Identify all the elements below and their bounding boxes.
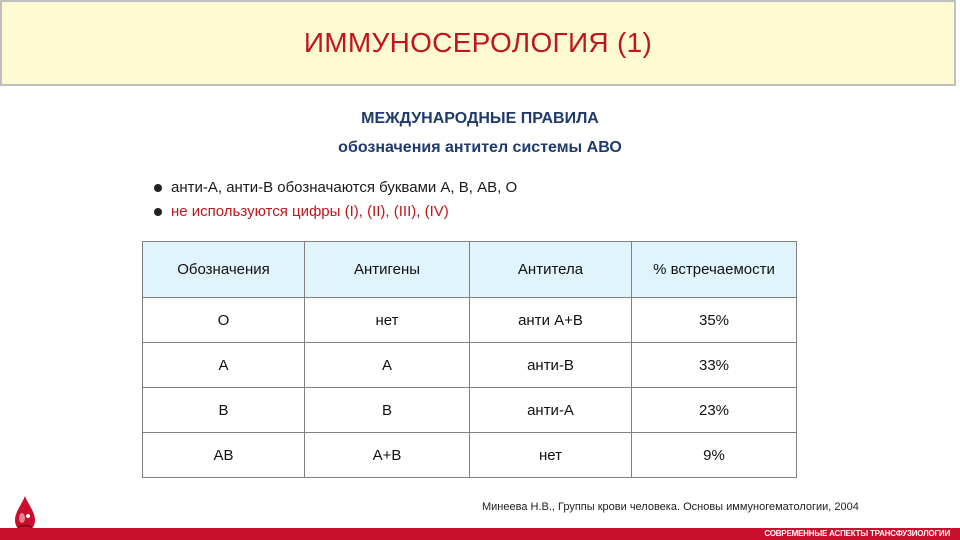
- abo-table: [142, 241, 797, 478]
- bullet-icon: [154, 208, 162, 216]
- table-cell: 9%: [632, 433, 797, 478]
- table-row: [143, 433, 797, 478]
- table-row: [143, 298, 797, 343]
- list-item: [152, 176, 517, 200]
- column-header: Антитела: [470, 242, 632, 298]
- table-cell: нет: [305, 298, 470, 343]
- list-item-text: не используются цифры (I), (II), (III), (IV): [171, 203, 449, 220]
- list-item-text: анти-А, анти-В обозначаются буквами А, В, АВ, О: [171, 179, 518, 196]
- table-cell: А: [305, 343, 470, 388]
- table-header-row: [143, 242, 797, 298]
- table-cell: О: [143, 298, 305, 343]
- rules-list: [152, 176, 517, 224]
- table-cell: 35%: [632, 298, 797, 343]
- table-cell: анти А+В: [470, 298, 632, 343]
- bullet-icon: [154, 184, 162, 192]
- table-cell: В: [305, 388, 470, 433]
- table-cell: АВ: [143, 433, 305, 478]
- column-header: Обозначения: [143, 242, 305, 298]
- table-cell: А+В: [305, 433, 470, 478]
- column-header: % встречаемости: [632, 242, 797, 298]
- list-item: [152, 200, 517, 224]
- table-cell: нет: [470, 433, 632, 478]
- title-banner: [0, 0, 956, 86]
- table-row: [143, 343, 797, 388]
- table-cell: анти-В: [470, 343, 632, 388]
- table-cell: 23%: [632, 388, 797, 433]
- table-cell: 33%: [632, 343, 797, 388]
- table-cell: А: [143, 343, 305, 388]
- table-cell: анти-А: [470, 388, 632, 433]
- citation: Минеева Н.В., Группы крови человека. Основы иммуногематологии, 2004: [482, 501, 859, 513]
- column-header: Антигены: [305, 242, 470, 298]
- subtitle-line-1: МЕЖДУНАРОДНЫЕ ПРАВИЛА: [361, 110, 599, 127]
- footer-text: СОВРЕМЕННЫЕ АСПЕКТЫ ТРАНСФУЗИОЛОГИИ: [764, 529, 950, 538]
- page-title: ИММУНОСЕРОЛОГИЯ (1): [303, 27, 653, 58]
- subtitle-line-2: обозначения антител системы АВО: [338, 139, 622, 156]
- table-cell: В: [143, 388, 305, 433]
- table-row: [143, 388, 797, 433]
